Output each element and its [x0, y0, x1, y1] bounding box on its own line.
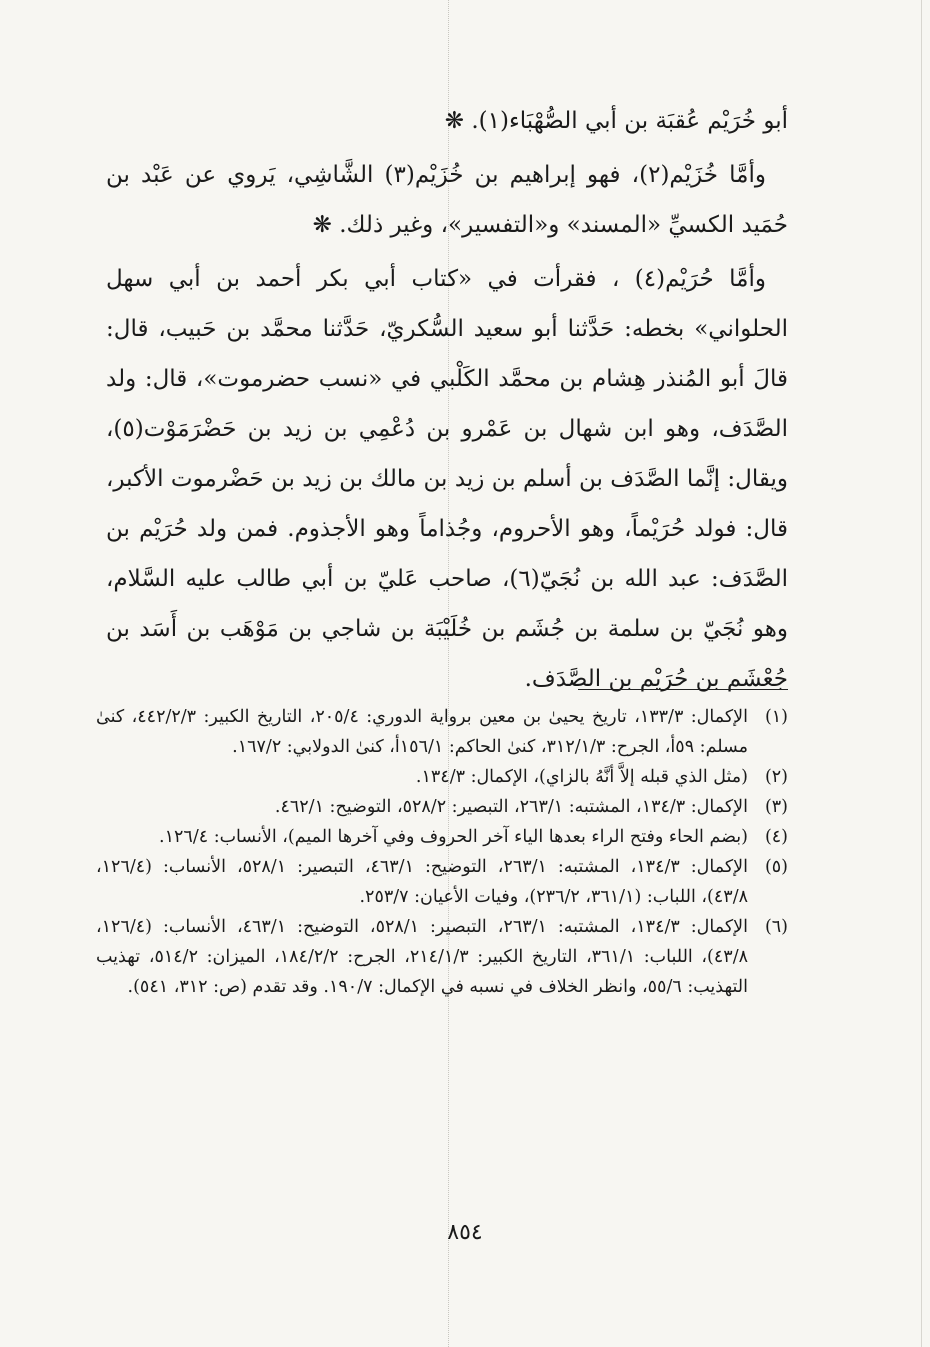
footnotes: [96, 702, 788, 1002]
footnote-number: (٥): [764, 857, 788, 877]
paragraph-huraym: وأمَّا حُرَيْم(٤) ، فقرأت في «كتاب أبي بكر أحمد بن أبي سهل الحلواني» بخطه: حَدَّثنا أبو سعيد السُّكريّ، حَدَّثنا محمَّد بن حَبيب، قال: قالَ أبو المُنذر هِشام بن محمَّد الكَلْبي في «نسب حضرموت»، قال: ولد الصَّدَف، وهو ابن شهال بن عَمْرو بن دُعْمِي بن زيد بن حَضْرَمَوْت(٥)، ويقال: إنَّما الصَّدَف بن أسلم بن زيد بن مالك بن زيد بن حَضْرموت الأكبر، قال: فولد حُرَيْماً، وهو الأحروم، وجُذاماً وهو الأجذوم. فمن ولد حُرَيْم بن الصَّدَف: عبد الله بن نُجَيّ(٦)، صاحب عَليّ بن أبي طالب عليه السَّلام، وهو نُجَيّ بن سلمة بن جُشَم بن خُلَيْبَة بن شاجي بن مَوْهَب بن أَسَد بن جُعْشَم بن حُرَيْم بن الصَّدَف.: [106, 266, 788, 692]
footnote-number: (٣): [764, 797, 788, 817]
footnote-2: [96, 762, 788, 792]
footnote-5: [96, 852, 788, 912]
footnote-3: [96, 792, 788, 822]
footnote-separator: [578, 689, 788, 690]
footnote-number: (٢): [764, 767, 788, 787]
footnote-text: الإكمال: ١٣٤/٣، المشتبه: ٢٦٣/١، التبصير: ٥٢٨/١، التوضيح: ٤٦٣/١، الأنساب: (١٢٦/٤، ٤٣/٨)، اللباب: ٣٦١/١، التاريخ الكبير: ٢١٤/١/٣، الجرح: ١٨٤/٢/٢، الميزان: ٥١٤/٢، تهذيب التهذيب: ٥٥/٦، وانظر الخلاف في نسبه في الإكمال: ١٩٠/٧. وقد تقدم (ص: ٣١٢، ٥٤١).: [96, 917, 748, 997]
footnote-number: (٦): [764, 917, 788, 937]
footnote-number: (٤): [764, 827, 788, 847]
footnote-4: [96, 822, 788, 852]
footnote-text: الإكمال: ١٣٤/٣، المشتبه: ٢٦٣/١، التبصير: ٥٢٨/٢، التوضيح: ٤٦٢/١.: [274, 797, 748, 817]
footnote-text: الإكمال: ١٣٣/٣، تاريخ يحيىٰ بن معين برواية الدوري: ٢٠٥/٤، التاريخ الكبير: ٤٤٢/٢/٣، كنىٰ مسلم: ٥٩أ، الجرح: ٣١٢/١/٣، كنىٰ الحاكم: ١٥٦/١أ، كنىٰ الدولابي: ١٦٧/٢.: [96, 707, 748, 757]
footnote-text: الإكمال: ١٣٤/٣، المشتبه: ٢٦٣/١، التوضيح: ٤٦٣/١، التبصير: ٥٢٨/١، الأنساب: (١٢٦/٤، ٤٣/٨)، اللباب: (٣٦١/١، ٢٣٦/٢)، وفيات الأعيان: ٢٥٣/٧.: [96, 857, 748, 907]
footnote-number: (١): [764, 707, 788, 727]
footnote-6: [96, 912, 788, 1002]
footnote-text: (مثل الذي قبله إلاَّ أنَّهُ بالزاي)، الإكمال: ١٣٤/٣.: [415, 767, 748, 787]
footnote-text: (بضم الحاء وفتح الراء بعدها الياء آخر الحروف وفي آخرها الميم)، الأنساب: ١٢٦/٤.: [159, 827, 748, 847]
paragraph-khuzaym: وأمَّا خُزَيْم(٢)، فهو إبراهيم بن خُزَيْم(٣) الشَّاشِي، يَروي عن عَبْد بن حُمَيد الكسيِّ «المسند» و«التفسير»، وغير ذلك. ❋: [106, 162, 788, 238]
page-number: ٨٥٤: [447, 1220, 483, 1245]
main-text: [106, 96, 788, 704]
paragraph-abu-khuraym: أبو خُرَيْم عُقبَة بن أبي الصُّهْبَاء(١). ❋: [444, 108, 788, 134]
footnote-1: [96, 702, 788, 762]
page-edge-line: [921, 0, 922, 1347]
